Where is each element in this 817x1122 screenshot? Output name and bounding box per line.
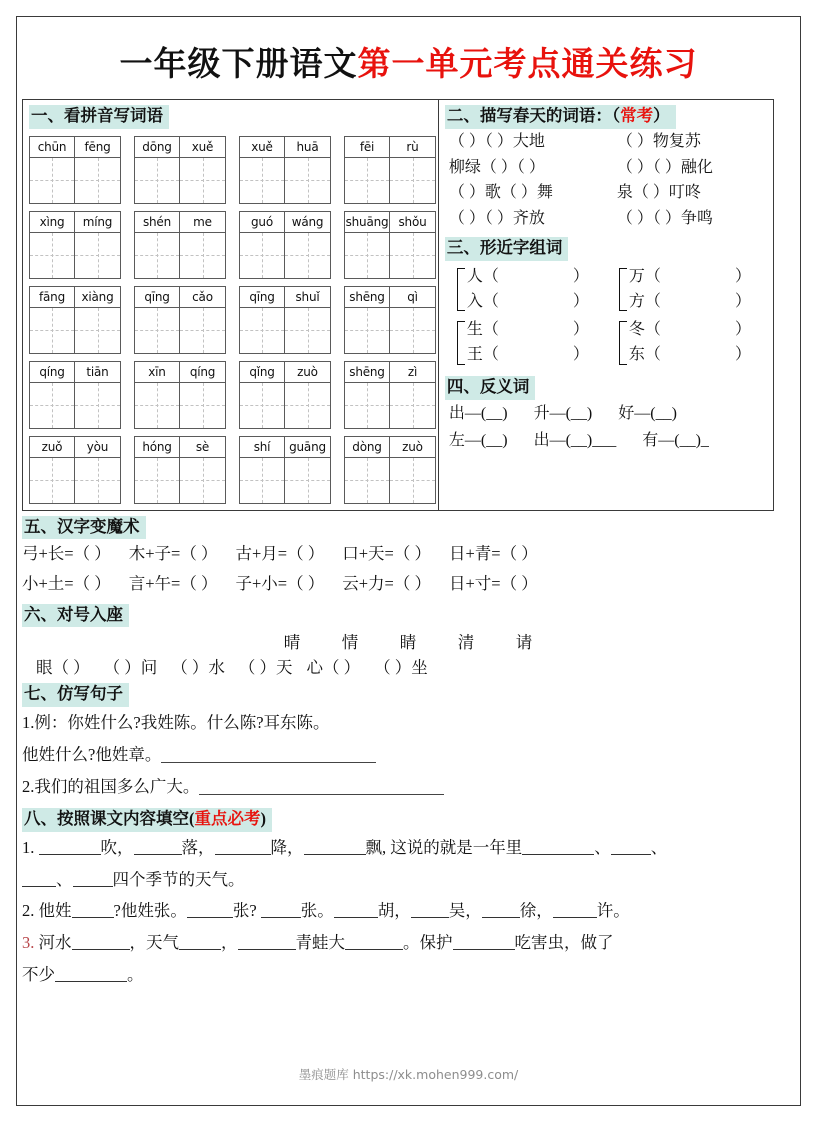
char-pair-items	[467, 318, 589, 368]
pinyin-row	[135, 362, 225, 383]
pinyin-cell: sè	[180, 437, 225, 458]
section-2-row	[449, 180, 773, 206]
section-4-heading: 四、反义词	[445, 376, 536, 400]
char-pair-item[interactable]: 入（ ）	[466, 292, 589, 310]
answer-blank[interactable]	[304, 854, 366, 855]
character-option[interactable]: 睛	[399, 633, 418, 653]
char-pair-items	[629, 318, 751, 368]
tianzige-row	[135, 158, 225, 203]
word-blank-item[interactable]: （ ）（ ）融化	[616, 158, 713, 176]
tianzige-row	[240, 158, 330, 203]
pinyin-cell: qíng	[30, 362, 75, 383]
tianzige-row	[345, 158, 435, 203]
answer-blank[interactable]	[522, 854, 594, 855]
pinyin-row	[135, 137, 225, 158]
section-4-line-2	[449, 427, 773, 454]
section-6-items	[22, 654, 795, 678]
char-equation[interactable]: 木+子=（ ）	[128, 544, 218, 564]
pinyin-word-box	[239, 286, 331, 354]
tianzige-cell[interactable]	[240, 458, 285, 503]
word-blank-item[interactable]: 泉（ ）叮咚	[616, 184, 701, 202]
tianzige-cell[interactable]	[75, 158, 120, 203]
top-boxed-area	[22, 99, 774, 511]
answer-blank[interactable]	[411, 917, 449, 918]
pinyin-row	[345, 137, 435, 158]
tianzige-row	[345, 233, 435, 278]
section-6-heading: 六、对号入座	[22, 604, 129, 628]
pinyin-word-box	[344, 361, 436, 429]
answer-blank[interactable]	[161, 762, 376, 763]
pinyin-cell: tiān	[75, 362, 120, 383]
section-5-heading: 五、汉字变魔术	[22, 516, 146, 540]
bracket-icon	[619, 321, 627, 365]
section-7	[22, 683, 795, 803]
answer-blank[interactable]	[453, 949, 515, 950]
char-pair-item[interactable]: 方（ ）	[628, 292, 751, 310]
char-equation[interactable]: 日+青=（ ）	[449, 544, 538, 564]
tianzige-cell[interactable]	[180, 458, 225, 503]
fill-blank-item[interactable]: （ ）问	[103, 658, 158, 678]
pinyin-grid-container	[29, 136, 438, 504]
tianzige-cell[interactable]	[30, 158, 75, 203]
tianzige-cell[interactable]	[345, 383, 390, 428]
pinyin-cell: fāng	[30, 287, 75, 308]
answer-blank[interactable]	[73, 886, 113, 887]
tianzige-cell[interactable]	[75, 458, 120, 503]
pinyin-word-box	[134, 361, 226, 429]
char-equation[interactable]: 子+小=（ ）	[235, 573, 325, 593]
pinyin-row	[240, 287, 330, 308]
pinyin-word-box	[29, 361, 121, 429]
word-blank-item[interactable]: （ ）歌（ ）舞	[448, 184, 553, 202]
section-8-question-2: 2. 他姓 ?他姓张。 张? 张。 胡， 吴， 徐， 许。	[22, 901, 630, 921]
pinyin-word-box	[239, 211, 331, 279]
tianzige-cell[interactable]	[345, 233, 390, 278]
char-equation[interactable]: 古+月=（ ）	[235, 544, 325, 564]
pinyin-row	[240, 137, 330, 158]
tianzige-row	[240, 233, 330, 278]
pinyin-cell: shēng	[345, 287, 390, 308]
answer-blank[interactable]	[22, 886, 56, 887]
pinyin-word-box	[29, 136, 121, 204]
tianzige-row	[30, 308, 120, 353]
char-pair-item[interactable]: 万（ ）	[628, 267, 751, 285]
pinyin-row	[240, 437, 330, 458]
page-title-black: 一年级下册语文	[119, 47, 358, 83]
pinyin-cell: shí	[240, 437, 285, 458]
pinyin-word-box	[134, 436, 226, 504]
tianzige-row	[240, 383, 330, 428]
tianzige-cell[interactable]	[285, 233, 330, 278]
tianzige-cell[interactable]	[135, 458, 180, 503]
tianzige-cell[interactable]	[240, 308, 285, 353]
pinyin-row	[135, 437, 225, 458]
answer-blank[interactable]	[238, 949, 296, 950]
pinyin-row	[30, 362, 120, 383]
pinyin-grid-row	[29, 436, 438, 504]
pinyin-cell: zì	[390, 362, 435, 383]
pinyin-cell: chūn	[30, 137, 75, 158]
page-title-red: 第一单元考点通关练习	[357, 47, 698, 83]
pinyin-word-box	[239, 436, 331, 504]
section-7-heading: 七、仿写句子	[22, 683, 129, 707]
tianzige-row	[240, 458, 330, 503]
pinyin-grid-row	[29, 136, 438, 204]
pinyin-cell: shǒu	[390, 212, 435, 233]
pinyin-grid-row	[29, 286, 438, 354]
worksheet-content	[22, 22, 795, 990]
pinyin-cell: fēng	[75, 137, 120, 158]
char-equation[interactable]: 口+天=（ ）	[342, 544, 431, 564]
section-7-line-3: 2.我们的祖国多么广大。	[22, 771, 795, 803]
pinyin-word-box	[239, 361, 331, 429]
pinyin-cell: dòng	[345, 437, 390, 458]
section-8-question-1: 1. 吹， 落， 降， 飘, 这说的就是一年里 、 、	[22, 838, 668, 858]
pinyin-cell: xuě	[180, 137, 225, 158]
tianzige-cell[interactable]	[390, 308, 435, 353]
answer-blank[interactable]	[334, 917, 378, 918]
pinyin-cell: zuò	[390, 437, 435, 458]
section-2-heading: 二、描写春天的词语：（常考）	[445, 105, 676, 129]
tianzige-cell[interactable]	[135, 158, 180, 203]
section-3-pairs	[445, 265, 773, 368]
answer-blank[interactable]	[199, 794, 444, 795]
tianzige-cell[interactable]	[180, 158, 225, 203]
char-pair	[455, 265, 589, 315]
tianzige-row	[135, 458, 225, 503]
char-pair-item[interactable]: 生（ ）	[466, 321, 589, 339]
answer-blank[interactable]	[261, 917, 301, 918]
pinyin-row	[345, 212, 435, 233]
tianzige-cell[interactable]	[345, 308, 390, 353]
fill-blank-item[interactable]: 眼（ ）	[36, 658, 90, 678]
tianzige-cell[interactable]	[75, 383, 120, 428]
pinyin-cell: cǎo	[180, 287, 225, 308]
section-5	[22, 516, 795, 599]
pinyin-cell: fēi	[345, 137, 390, 158]
tianzige-row	[30, 458, 120, 503]
character-option[interactable]: 晴	[283, 633, 302, 653]
pinyin-word-box	[239, 136, 331, 204]
tianzige-cell[interactable]	[285, 458, 330, 503]
tianzige-cell[interactable]	[390, 158, 435, 203]
answer-blank[interactable]	[187, 917, 233, 918]
tianzige-cell[interactable]	[30, 308, 75, 353]
pinyin-cell: qīng	[135, 287, 180, 308]
section-5-line-1	[22, 539, 795, 569]
fill-blank-item[interactable]: （ ）坐	[374, 658, 428, 678]
pinyin-cell: huā	[285, 137, 330, 158]
page-title	[22, 38, 795, 85]
tianzige-cell[interactable]	[30, 383, 75, 428]
pinyin-cell: guāng	[285, 437, 330, 458]
answer-blank[interactable]	[215, 854, 271, 855]
pinyin-row	[30, 137, 120, 158]
tianzige-row	[240, 308, 330, 353]
section-2-row	[449, 206, 773, 232]
char-equation[interactable]: 言+午=（ ）	[128, 573, 218, 593]
tianzige-row	[30, 233, 120, 278]
footer-watermark: 墨痕题库 https://xk.mohen999.com/	[298, 1067, 519, 1082]
char-equation[interactable]: 日+寸=（ ）	[449, 573, 538, 593]
antonym-item[interactable]: 好—(__)	[618, 404, 677, 422]
pinyin-cell: míng	[75, 212, 120, 233]
section-7-line-2: 他姓什么?他姓章。	[22, 739, 795, 771]
char-pair-item[interactable]: 人（ ）	[466, 267, 589, 285]
tianzige-row	[30, 158, 120, 203]
answer-blank[interactable]	[611, 854, 651, 855]
answer-blank[interactable]	[72, 917, 114, 918]
tianzige-cell[interactable]	[390, 233, 435, 278]
tianzige-cell[interactable]	[180, 233, 225, 278]
tianzige-row	[135, 308, 225, 353]
tianzige-cell[interactable]	[285, 158, 330, 203]
pinyin-cell: zuò	[285, 362, 330, 383]
char-equation[interactable]: 云+力=（ ）	[342, 573, 431, 593]
section-6-options	[22, 629, 795, 653]
pinyin-cell: guó	[240, 212, 285, 233]
pinyin-cell: rù	[390, 137, 435, 158]
pinyin-cell: xìng	[30, 212, 75, 233]
char-equation[interactable]: 弓+长=（ ）	[22, 544, 111, 564]
pinyin-cell: yòu	[75, 437, 120, 458]
tianzige-cell[interactable]	[135, 308, 180, 353]
fill-blank-item[interactable]: 心（ ）	[306, 658, 361, 678]
pinyin-word-box	[344, 436, 436, 504]
char-equation[interactable]: 小+土=（ ）	[22, 573, 111, 593]
pinyin-cell: shén	[135, 212, 180, 233]
pinyin-cell: dōng	[135, 137, 180, 158]
pinyin-cell: xīn	[135, 362, 180, 383]
pinyin-row	[240, 362, 330, 383]
section-8-question-1-cont: 、 四个季节的天气。	[22, 864, 795, 896]
tianzige-cell[interactable]	[75, 308, 120, 353]
bracket-icon	[457, 268, 465, 312]
char-pair-item[interactable]: 东（ ）	[628, 346, 751, 364]
tianzige-cell[interactable]	[180, 308, 225, 353]
tianzige-cell[interactable]	[285, 383, 330, 428]
tianzige-cell[interactable]	[390, 383, 435, 428]
tianzige-cell[interactable]	[240, 383, 285, 428]
pinyin-row	[135, 212, 225, 233]
bracket-icon	[619, 268, 627, 312]
tianzige-cell[interactable]	[180, 383, 225, 428]
answer-blank[interactable]	[134, 854, 182, 855]
char-pair-row	[445, 318, 773, 368]
pinyin-word-box	[134, 286, 226, 354]
word-blank-item[interactable]: 柳绿（ ）（ ）	[448, 158, 545, 176]
pinyin-word-box	[344, 136, 436, 204]
pinyin-word-box	[134, 211, 226, 279]
pinyin-cell: zuǒ	[30, 437, 75, 458]
pinyin-row	[240, 212, 330, 233]
pinyin-cell: qíng	[180, 362, 225, 383]
section-2-rows	[445, 129, 773, 233]
pinyin-cell: qǐng	[240, 362, 285, 383]
pinyin-row	[345, 437, 435, 458]
tianzige-row	[135, 383, 225, 428]
section-8-question-3-cont: 不少 。	[22, 964, 144, 984]
tianzige-cell[interactable]	[285, 308, 330, 353]
pinyin-cell: shuāng	[345, 212, 390, 233]
pinyin-row	[30, 287, 120, 308]
answer-blank[interactable]	[72, 949, 130, 950]
section-5-line-2	[22, 569, 795, 599]
pinyin-grid-row	[29, 361, 438, 429]
char-pair-item[interactable]: 冬（ ）	[628, 321, 751, 339]
tianzige-row	[135, 233, 225, 278]
tianzige-cell[interactable]	[390, 458, 435, 503]
section-1-heading: 一、看拼音写词语	[29, 105, 169, 129]
char-pair-item[interactable]: 王（ ）	[466, 346, 589, 364]
antonym-item[interactable]: 出—(__)	[448, 404, 508, 422]
section-2-row	[449, 155, 773, 181]
pinyin-cell: shuǐ	[285, 287, 330, 308]
character-option[interactable]: 情	[341, 633, 360, 653]
pinyin-cell: me	[180, 212, 225, 233]
tianzige-cell[interactable]	[240, 158, 285, 203]
answer-blank[interactable]	[39, 854, 101, 855]
pinyin-cell: wáng	[285, 212, 330, 233]
pinyin-row	[345, 362, 435, 383]
tianzige-row	[345, 458, 435, 503]
section-2-row	[449, 129, 773, 155]
word-blank-item[interactable]: （ ）（ ）争鸣	[616, 210, 713, 228]
pinyin-word-box	[29, 286, 121, 354]
pinyin-word-box	[29, 211, 121, 279]
pinyin-word-box	[29, 436, 121, 504]
pinyin-cell: shēng	[345, 362, 390, 383]
character-option[interactable]: 清	[457, 633, 476, 653]
word-blank-item[interactable]: （ ）（ ）大地	[448, 132, 545, 150]
answer-blank[interactable]	[345, 949, 403, 950]
right-column	[439, 100, 773, 510]
tianzige-cell[interactable]	[135, 233, 180, 278]
section-6	[22, 604, 795, 679]
char-pair-row	[445, 265, 773, 315]
char-pair-items	[467, 265, 589, 315]
char-pair	[455, 318, 589, 368]
pinyin-cell: qīng	[240, 287, 285, 308]
fill-blank-item[interactable]: （ ）天	[238, 658, 293, 678]
pinyin-row	[345, 287, 435, 308]
pinyin-cell: xiàng	[75, 287, 120, 308]
pinyin-word-box	[344, 211, 436, 279]
tianzige-cell[interactable]	[30, 458, 75, 503]
char-pair	[617, 318, 751, 368]
char-pair-items	[629, 265, 751, 315]
antonym-item[interactable]: 出—(__)___	[533, 431, 617, 449]
pinyin-word-box	[344, 286, 436, 354]
tianzige-row	[30, 383, 120, 428]
tianzige-cell[interactable]	[75, 233, 120, 278]
section-1-pinyin	[23, 100, 439, 510]
pinyin-cell: xuě	[240, 137, 285, 158]
antonym-item[interactable]: 左—(__)	[448, 431, 508, 449]
antonym-item[interactable]: 有—(__)_	[642, 431, 709, 449]
answer-blank[interactable]	[179, 949, 221, 950]
word-blank-item[interactable]: （ ）物复苏	[616, 132, 701, 150]
section-4-line-1	[449, 400, 773, 427]
pinyin-word-box	[134, 136, 226, 204]
section-8	[22, 808, 795, 990]
tianzige-cell[interactable]	[135, 383, 180, 428]
section-8-question-3: 3. 河水 ，天气 ， 青蛙大 。保护 吃害虫，做了	[22, 933, 614, 953]
tianzige-row	[345, 308, 435, 353]
character-option[interactable]: 请	[515, 633, 534, 653]
pinyin-grid-row	[29, 211, 438, 279]
pinyin-cell: qì	[390, 287, 435, 308]
antonym-item[interactable]: 升—(__)	[533, 404, 593, 422]
answer-blank[interactable]	[55, 981, 127, 982]
word-blank-item[interactable]: （ ）（ ）齐放	[448, 210, 545, 228]
answer-blank[interactable]	[482, 917, 520, 918]
pinyin-row	[30, 437, 120, 458]
answer-blank[interactable]	[553, 917, 597, 918]
pinyin-row	[30, 212, 120, 233]
tianzige-cell[interactable]	[345, 458, 390, 503]
bracket-icon	[457, 321, 465, 365]
pinyin-cell: hóng	[135, 437, 180, 458]
tianzige-row	[345, 383, 435, 428]
pinyin-row	[135, 287, 225, 308]
section-7-line-1: 1.例：你姓什么?我姓陈。什么陈?耳东陈。	[22, 712, 330, 732]
tianzige-cell[interactable]	[30, 233, 75, 278]
section-8-heading: 八、按照课文内容填空(重点必考)	[22, 808, 272, 832]
tianzige-cell[interactable]	[240, 233, 285, 278]
char-pair	[617, 265, 751, 315]
fill-blank-item[interactable]: （ ）水	[171, 658, 225, 678]
tianzige-cell[interactable]	[345, 158, 390, 203]
section-3-heading: 三、形近字组词	[445, 237, 569, 261]
